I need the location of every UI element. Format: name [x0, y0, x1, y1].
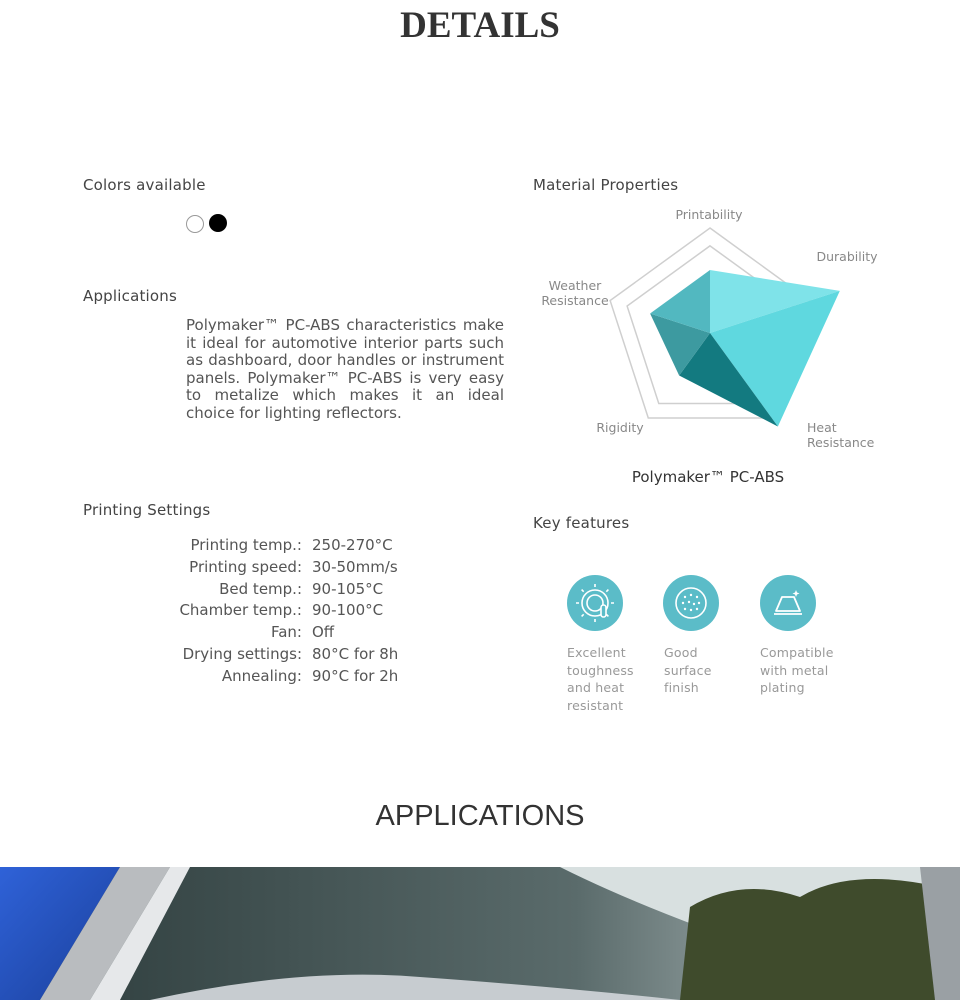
- applications-heading: Applications: [83, 287, 178, 305]
- setting-row: [120, 601, 460, 623]
- setting-label: Printing temp.:: [190, 536, 302, 554]
- setting-label: Bed temp.:: [219, 579, 302, 598]
- feature-text-surface: Good surface finish: [664, 645, 712, 695]
- radar-axis-label: Printability: [675, 207, 743, 222]
- setting-value: 90-100°C: [312, 601, 384, 620]
- feature-text-plating: Compatible with metal plating: [760, 645, 834, 695]
- radar-axis-label: Resistance: [541, 293, 609, 308]
- material-properties-heading: Material Properties: [533, 176, 679, 194]
- setting-row: [120, 580, 460, 602]
- applications-photo: [0, 867, 960, 1000]
- printing-settings-heading: Printing Settings: [83, 501, 211, 519]
- radar-axis-label: Resistance: [807, 435, 875, 450]
- radar-axis-label: Weather: [548, 278, 602, 293]
- color-swatch-white[interactable]: [186, 215, 204, 233]
- radar-axis-label: Heat: [807, 420, 837, 435]
- colors-heading: Colors available: [83, 176, 206, 194]
- radar-axis-label: Rigidity: [596, 420, 644, 435]
- gear-thermometer-icon: [567, 575, 623, 631]
- setting-value: 250-270°C: [312, 536, 393, 554]
- setting-label: Drying settings:: [182, 644, 302, 663]
- radar-axis-label: Durability: [816, 249, 878, 264]
- setting-label: Annealing:: [221, 666, 302, 685]
- radar-product-name: Polymaker™ PC-ABS: [631, 468, 785, 486]
- printing-settings-table: [120, 536, 460, 689]
- page-title: DETAILS: [400, 5, 560, 46]
- feature-text-toughness: Excellent toughness and heat resistant: [567, 645, 634, 713]
- setting-label: Chamber temp.:: [179, 601, 302, 620]
- setting-row: [120, 645, 460, 667]
- setting-value: 90°C for 2h: [312, 666, 399, 685]
- material-properties-radar-chart: [520, 195, 900, 495]
- setting-row: [120, 536, 460, 558]
- setting-value: Off: [312, 623, 335, 642]
- setting-row: [120, 667, 460, 689]
- setting-row: [120, 558, 460, 580]
- surface-texture-icon: [663, 575, 719, 631]
- color-swatch-black[interactable]: [209, 214, 227, 232]
- setting-label: Printing speed:: [189, 557, 302, 576]
- setting-value: 30-50mm/s: [312, 557, 398, 576]
- setting-row: [120, 623, 460, 645]
- setting-value: 90-105°C: [312, 579, 384, 598]
- setting-label: Fan:: [270, 623, 302, 642]
- metal-plating-icon: [760, 575, 816, 631]
- applications-description: Polymaker™ PC-ABS characteristics make it ideal for automotive interior parts such as dashboard, door handles or instrument panels. Polymaker™ PC-ABS is very easy to metalize which makes it an ideal choice for lighting reflectors.: [186, 316, 504, 422]
- setting-value: 80°C for 8h: [312, 644, 399, 663]
- applications-section-title: APPLICATIONS: [375, 800, 585, 832]
- key-features-heading: Key features: [533, 514, 630, 532]
